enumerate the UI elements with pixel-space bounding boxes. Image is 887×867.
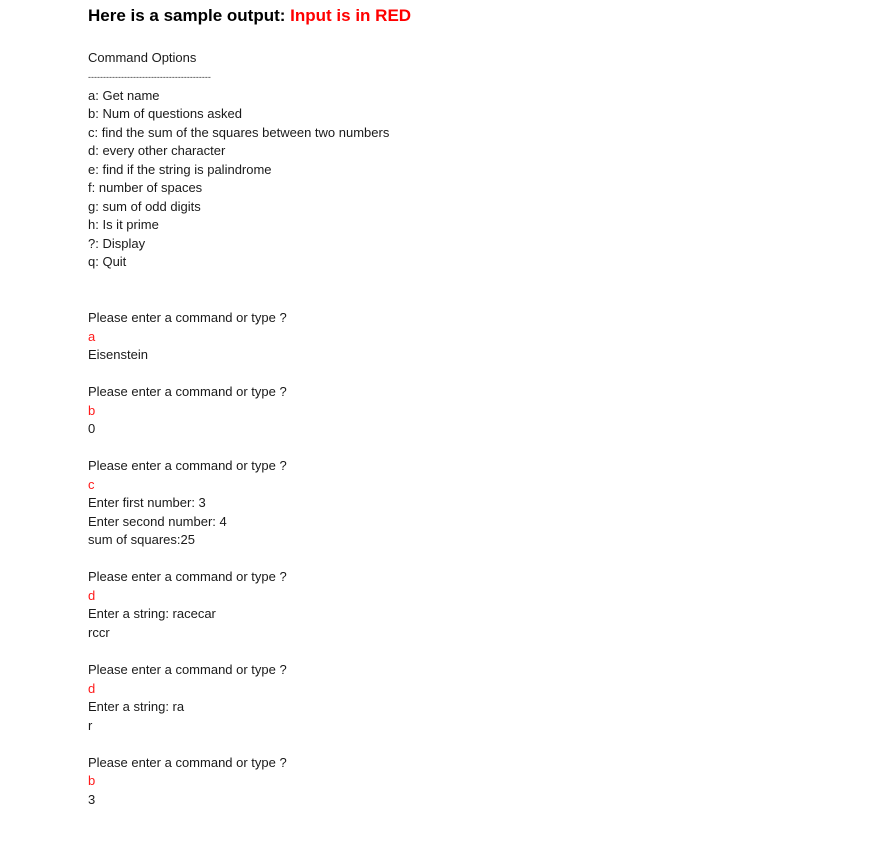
output-line: rccr — [88, 625, 110, 640]
prompt-line: Please enter a command or type ? — [88, 662, 287, 677]
menu-title: Command Options — [88, 50, 197, 65]
output-line: Enter second number: 4 — [88, 514, 227, 529]
output-line: sum of squares:25 — [88, 532, 195, 547]
user-input-line: c — [88, 477, 95, 492]
menu-item-g: g: sum of odd digits — [88, 199, 201, 214]
user-input-line: d — [88, 588, 96, 603]
menu-item-display: ?: Display — [88, 236, 146, 251]
title-highlight: Input is in RED — [290, 6, 412, 25]
menu-item-f: f: number of spaces — [88, 180, 203, 195]
prompt-line: Please enter a command or type ? — [88, 569, 287, 584]
menu-item-b: b: Num of questions asked — [88, 106, 242, 121]
output-line: 0 — [88, 421, 96, 436]
page-title — [88, 6, 411, 26]
title-prefix: Here is a sample output: — [88, 6, 291, 25]
menu-item-e: e: find if the string is palindrome — [88, 162, 272, 177]
prompt-line: Please enter a command or type ? — [88, 384, 287, 399]
menu-item-quit: q: Quit — [88, 254, 127, 269]
output-line: Enter a string: ra — [88, 699, 185, 714]
menu-item-c: c: find the sum of the squares between two numbers — [88, 125, 390, 140]
menu-divider: ----------------------------------------- — [88, 72, 211, 82]
output-line: Eisenstein — [88, 347, 148, 362]
output-line: 3 — [88, 792, 96, 807]
output-line: r — [88, 718, 93, 733]
user-input-line: d — [88, 681, 96, 696]
menu-item-a: a: Get name — [88, 88, 160, 103]
prompt-line: Please enter a command or type ? — [88, 458, 287, 473]
menu-item-d: d: every other character — [88, 143, 226, 158]
output-line: Enter first number: 3 — [88, 495, 206, 510]
output-line: Enter a string: racecar — [88, 606, 216, 621]
menu-item-h: h: Is it prime — [88, 217, 159, 232]
user-input-line: b — [88, 403, 96, 418]
user-input-line: b — [88, 773, 96, 788]
prompt-line: Please enter a command or type ? — [88, 310, 287, 325]
user-input-line: a — [88, 329, 96, 344]
prompt-line: Please enter a command or type ? — [88, 755, 287, 770]
